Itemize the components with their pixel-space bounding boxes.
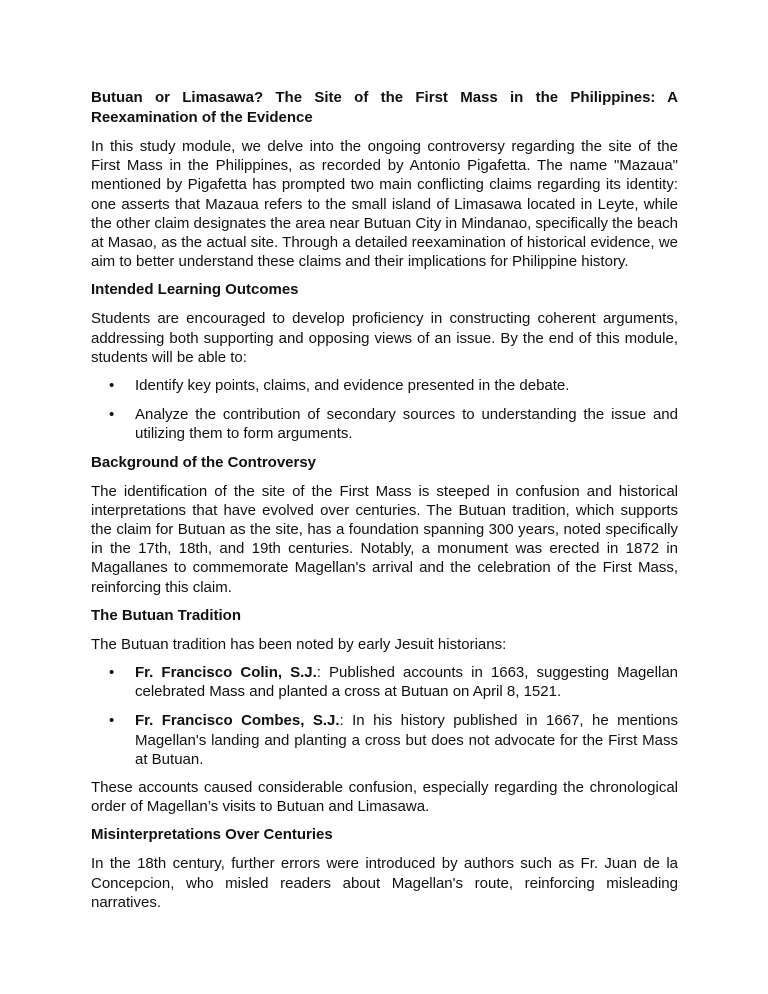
background-paragraph: The identification of the site of the First Mass is steeped in confusion and historical interpretations that have evolved over centuries. The Butuan tradition, which supports the claim for Butuan as the site, has a foundation spanning 300 years, noted specifically in the 17th, 18th, and 19th centuries. Notably, a monument was erected in 1872 in Magallanes to commemorate Magellan's arrival and the celebration of the First Mass, reinforcing this claim.	[91, 482, 678, 596]
tradition-closing-paragraph: These accounts caused considerable confusion, especially regarding the chronological order of Magellan’s visits to Butuan and Limasawa.	[91, 779, 678, 816]
background-heading: Background of the Controversy	[91, 453, 317, 471]
list-item: • Identify key points, claims, and evidence presented in the debate.	[135, 376, 678, 395]
historian-name: Fr. Francisco Colin, S.J.	[135, 664, 317, 682]
tradition-paragraph: The Butuan tradition has been noted by early Jesuit historians:	[91, 635, 507, 653]
intro-paragraph: In this study module, we delve into the ongoing controversy regarding the site of the First Mass in the Philippines, as recorded by Antonio Pigafetta. The name "Mazaua" mentioned by Pigafetta has prompted two main conflicting claims regarding its identity: one asserts that Mazaua refers to the small island of Limasawa located in Leyte, while the other claim designates the area near Butuan City in Mindanao, specifically the beach at Masao, as the actual site. Through a detailed reexamination of historical evidence, we aim to better understand these claims and their implications for Philippine history.	[91, 138, 679, 271]
document-title: Butuan or Limasawa? The Site of the First Mass in the Philippines: A Reexamination of the Evidence	[91, 89, 678, 126]
historian-name: Fr. Francisco Combes, S.J.	[135, 712, 340, 730]
list-item	[135, 711, 678, 769]
historians-list	[91, 663, 678, 769]
historian-note: : In his history published in 1667, he mentions Magellan's landing and planting a cross but does not advocate for the First Mass at Butuan.	[135, 712, 678, 768]
outcomes-paragraph: Students are encouraged to develop proficiency in constructing coherent arguments, addressing both supporting and opposing views of an issue. By the end of this module, students will be able to:	[91, 310, 678, 366]
list-item: • Analyze the contribution of secondary sources to understanding the issue and utilizing them to form arguments.	[135, 405, 678, 443]
misinterpretations-paragraph: In the 18th century, further errors were introduced by authors such as Fr. Juan de la Concepcion, who misled readers about Magellan's route, reinforcing misleading narratives.	[91, 855, 678, 911]
list-item	[135, 663, 678, 701]
tradition-heading: The Butuan Tradition	[91, 606, 241, 624]
outcomes-list	[91, 376, 678, 444]
misinterpretations-heading: Misinterpretations Over Centuries	[91, 826, 333, 844]
historian-note: : Published accounts in 1663, suggesting Magellan celebrated Mass and planted a cross at Butuan on April 8, 1521.	[135, 664, 679, 701]
outcomes-heading: Intended Learning Outcomes	[91, 281, 299, 299]
